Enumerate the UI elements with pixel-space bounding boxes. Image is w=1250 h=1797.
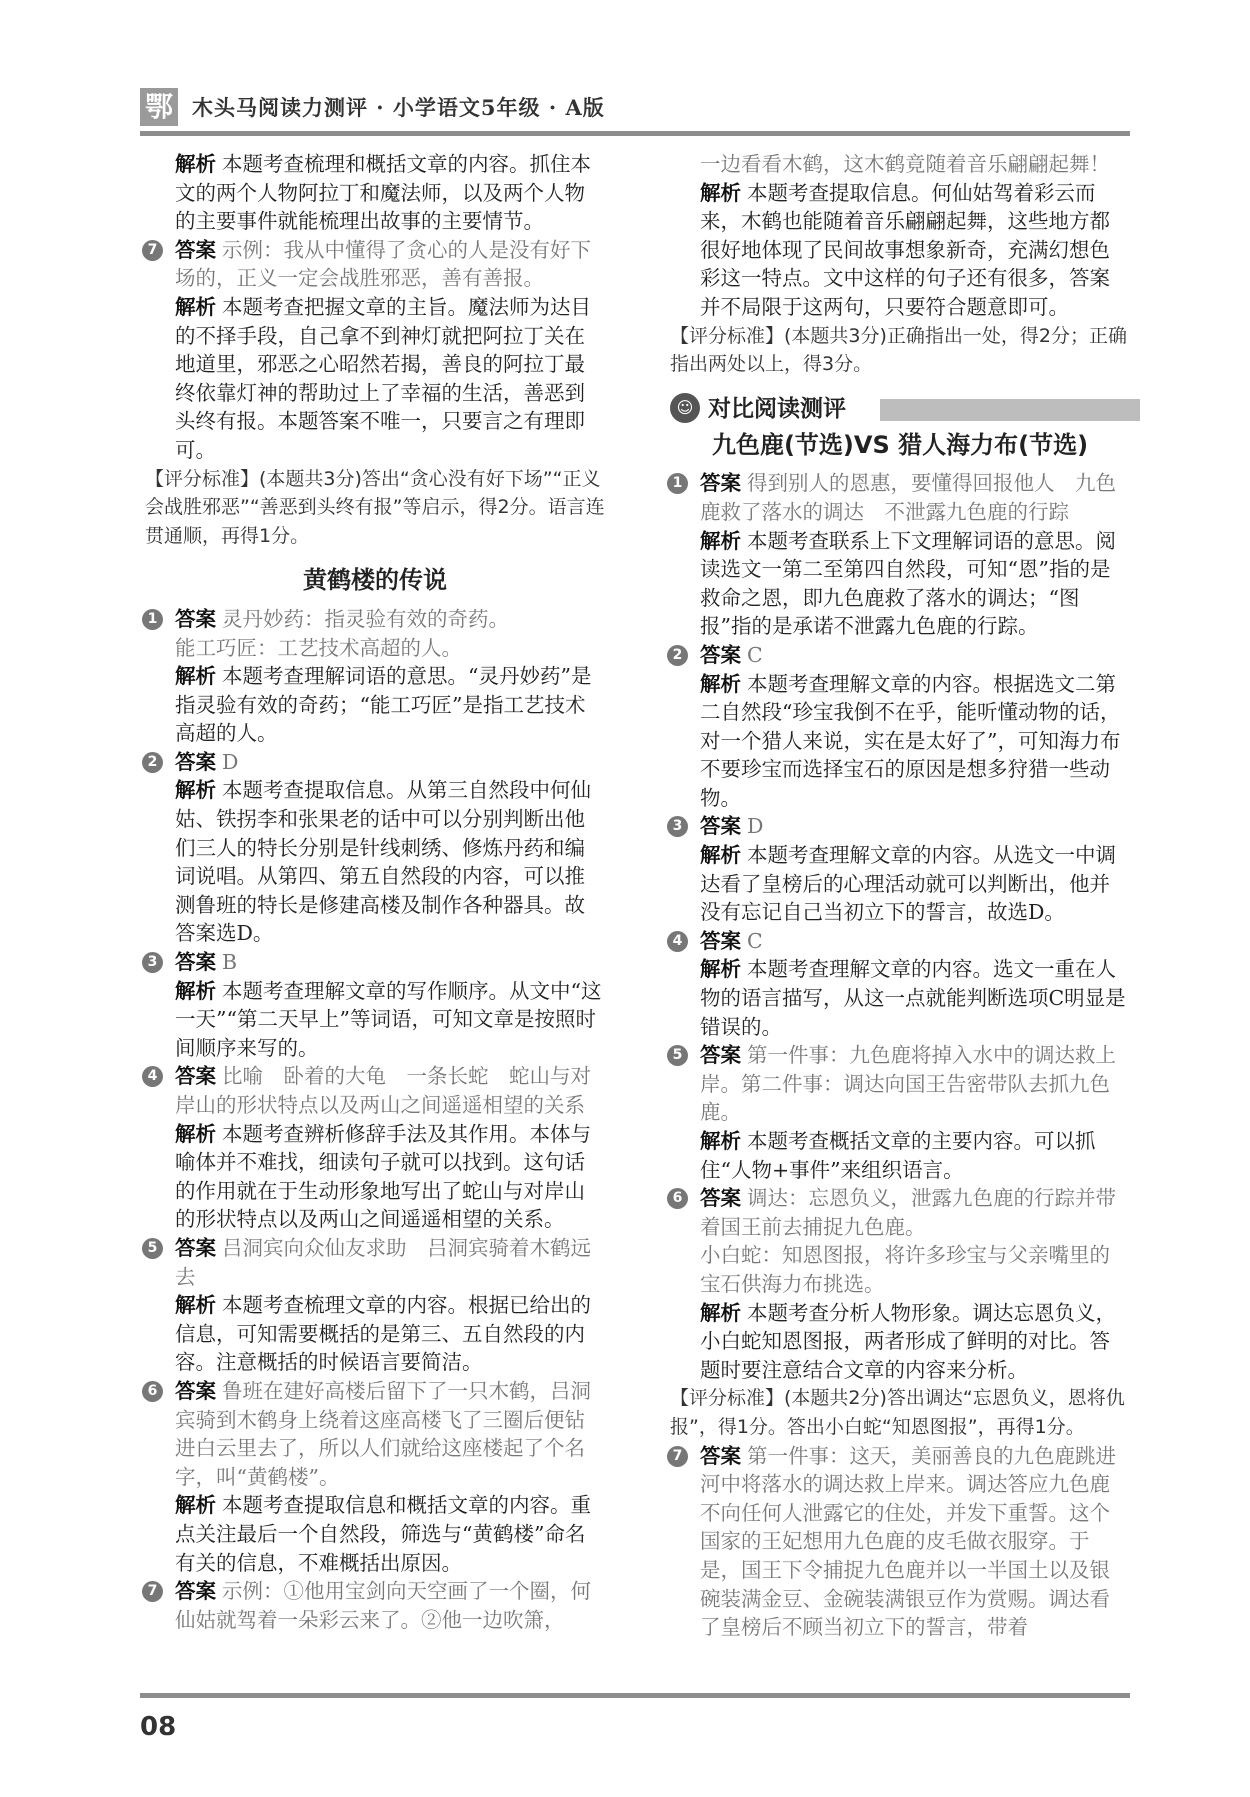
question-item: [670, 927, 1130, 1041]
answer-text: C: [747, 642, 763, 667]
footer-rule: [140, 1693, 1130, 1698]
right-question-list: [670, 469, 1130, 1641]
question-item: [145, 1377, 605, 1577]
analysis-label: 解析: [175, 294, 216, 319]
question-number: 3: [142, 952, 163, 973]
question-number: 1: [142, 609, 163, 630]
question-number: 7: [667, 1446, 688, 1467]
analysis-label: 解析: [700, 843, 741, 868]
analysis-label: 解析: [175, 778, 216, 803]
analysis-text: 本题考查分析人物形象。调达忘恩负义，小白蛇知恩图报，两者形成了鲜明的对比。答题时要注意结合文章的内容来分析。: [700, 1300, 1116, 1382]
analysis-text: 本题考查梳理和概括文章的内容。抓住本文的两个人物阿拉丁和魔法师，以及两个人物的主要事件就能梳理出故事的主要情节。: [175, 152, 591, 234]
question-item: [670, 1041, 1130, 1184]
continued-answer: [670, 150, 1130, 322]
question-number: 3: [667, 816, 688, 837]
answer-label: 答案: [700, 928, 741, 953]
answer-text: 第一件事：九色鹿将掉入水中的调达救上岸。第二件事：调达向国王告密带队去抓九色鹿。: [700, 1043, 1116, 1125]
analysis-text: 本题考查概括文章的主要内容。可以抓住“人物+事件”来组织语言。: [700, 1129, 1096, 1182]
answer-label: 答案: [175, 237, 216, 262]
answer-continued-text: 一边看看木鹤，这木鹤竟随着音乐翩翩起舞！: [700, 152, 1110, 176]
answer-text: 灵丹妙药：指灵验有效的奇药。 能工巧匠：工艺技术高超的人。: [175, 606, 509, 660]
answer-text: D: [747, 814, 764, 839]
answer-text: 鲁班在建好高楼后留下了一只木鹤，吕洞宾骑到木鹤身上绕着这座高楼飞了三圈后便钻进白云里去了，所以人们就给这座楼起了个名字，叫“黄鹤楼”。: [175, 1378, 591, 1489]
answer-text: B: [222, 950, 238, 975]
question-item: [145, 1234, 605, 1377]
answer-label: 答案: [175, 1235, 216, 1260]
analysis-label: 解析: [700, 1129, 741, 1153]
question-number: 6: [142, 1381, 163, 1402]
right-column: [670, 150, 1130, 1642]
section-banner: [670, 393, 1130, 427]
answer-label: 答案: [175, 1378, 216, 1403]
province-logo: 鄂: [140, 88, 178, 126]
answer-text: 第一件事：这天，美丽善良的九色鹿跳进河中将落水的调达救上岸来。调达答应九色鹿不向任何人泄露它的住处，并发下重誓。这个国家的王妃想用九色鹿的皮毛做衣服穿。于是，国王下令捕捉九色鹿并以一半国土以及银碗装满金豆、金碗装满银豆作为赏赐。调达看了皇榜后不顾当初立下的誓言，带着: [700, 1443, 1116, 1640]
analysis-text: 本题考查理解词语的意思。“灵丹妙药”是指灵验有效的奇药；“能工巧匠”是指工艺技术高超的人。: [175, 664, 592, 746]
answer-label: 答案: [175, 1064, 216, 1089]
reading-mascot-icon: ☺: [670, 393, 700, 423]
analysis-text: 本题考查梳理文章的内容。根据已给出的信息，可知需要概括的是第三、五自然段的内容。注意概括的时候语言要简洁。: [175, 1293, 591, 1375]
question-item: [145, 948, 605, 1062]
question-number: 6: [667, 1188, 688, 1209]
answer-text: 得到别人的恩惠，要懂得回报他人 九色鹿救了落水的调达 不泄露九色鹿的行踪: [700, 471, 1116, 524]
question-item: [670, 641, 1130, 813]
analysis-label: 解析: [175, 1293, 216, 1318]
analysis-label: 解析: [700, 180, 741, 205]
page-header: [140, 88, 1130, 128]
analysis-block: [145, 150, 605, 236]
answer-label: 答案: [700, 471, 741, 496]
answer-label: 答案: [700, 642, 741, 667]
answer-text: 比喻 卧着的大龟 一条长蛇 蛇山与对岸山的形状特点以及两山之间遥遥相望的关系: [175, 1064, 591, 1117]
answer-text: 吕洞宾向众仙友求助 吕洞宾骑着木鹤远去: [175, 1235, 591, 1289]
analysis-text: 本题考查提取信息。从第三自然段中何仙姑、铁拐李和张果老的话中可以分别判断出他们三人的特长分别是针线刺绣、修炼丹药和编词说唱。从第四、第五自然段的内容，可以推测鲁班的特长是修建高楼及制作各种器具。故答案选D。: [175, 778, 591, 946]
analysis-label: 解析: [175, 664, 216, 689]
question-number: 4: [667, 931, 688, 952]
scoring-standard: 【评分标准】(本题共3分)答出“贪心没有好下场”“正义会战胜邪恶”“善恶到头终有报”等启示，得2分。语言连贯通顺，再得1分。: [145, 467, 605, 547]
answer-label: 答案: [175, 950, 216, 975]
answer-label: 答案: [175, 749, 216, 774]
question-item: [145, 1062, 605, 1234]
answer-label: 答案: [700, 1443, 741, 1468]
section-label: 对比阅读测评: [708, 395, 846, 422]
answer-text: 示例：我从中懂得了贪心的人是没有好下场的，正义一定会战胜邪恶，善有善报。: [175, 237, 591, 291]
page-number: 08: [140, 1712, 177, 1742]
analysis-text: 本题考查联系上下文理解词语的意思。阅读选文一第二至第四自然段，可知“恩”指的是救命之恩，即九色鹿救了落水的调达；“图报”指的是承诺不泄露九色鹿的行踪。: [700, 528, 1116, 639]
analysis-text: 本题考查提取信息。何仙姑驾着彩云而来，木鹤也能随着音乐翩翩起舞，这些地方都很好地体现了民间故事想象新奇，充满幻想色彩这一特点。文中这样的句子还有很多，答案并不局限于这两句，只要符合题意即可。: [700, 180, 1110, 319]
analysis-label: 解析: [700, 528, 741, 553]
section-title: 黄鹤楼的传说: [303, 566, 447, 595]
question-number: 5: [667, 1045, 688, 1066]
question-number: 2: [142, 752, 163, 773]
question-number: 1: [667, 473, 688, 494]
analysis-text: 本题考查提取信息和概括文章的内容。重点关注最后一个自然段，筛选与“黄鹤楼”命名有关的信息，不难概括出原因。: [175, 1493, 591, 1575]
analysis-label: 解析: [175, 978, 216, 1003]
question-item: [670, 1442, 1130, 1642]
question-number: 2: [667, 645, 688, 666]
question-number: 7: [142, 240, 163, 261]
section-bar: [880, 399, 1140, 421]
analysis-text: 本题考查理解文章的内容。选文一重在人物的语言描写，从这一点就能判断选项C明显是错误的。: [700, 957, 1126, 1039]
question-item: [670, 1184, 1130, 1384]
analysis-label: 解析: [175, 152, 216, 176]
analysis-text: 本题考查把握文章的主旨。魔法师为达目的不择手段，自己拿不到神灯就把阿拉丁关在地道里，邪恶之心昭然若揭，善良的阿拉丁最终依靠灯神的帮助过上了幸福的生活，善恶到头终有报。本题答案不唯一，只要言之有理即可。: [175, 294, 591, 462]
question-item: [145, 748, 605, 948]
answer-label: 答案: [175, 606, 216, 631]
analysis-text: 本题考查理解文章的写作顺序。从文中“这一天”“第二天早上”等词语，可知文章是按照时间顺序来写的。: [175, 978, 602, 1060]
analysis-label: 解析: [700, 1300, 741, 1325]
answer-text: 调达：忘恩负义，泄露九色鹿的行踪并带着国王前去捕捉九色鹿。 小白蛇：知恩图报，将许多珍宝与父亲嘴里的宝石供海力布挑选。: [700, 1186, 1116, 1296]
scoring-standard: 【评分标准】(本题共3分)正确指出一处，得2分；正确指出两处以上，得3分。: [670, 324, 1128, 376]
analysis-label: 解析: [175, 1121, 216, 1146]
question-item: [670, 469, 1130, 641]
analysis-label: 解析: [700, 671, 741, 696]
left-column: [145, 150, 605, 1634]
answer-label: 答案: [700, 1043, 741, 1068]
question-number: 4: [142, 1066, 163, 1087]
question-item: [670, 812, 1130, 926]
question-number: 5: [142, 1238, 163, 1259]
section-title: 九色鹿(节选)VS 猎人海力布(节选): [711, 430, 1089, 459]
header-rule: [140, 131, 1130, 136]
analysis-text: 本题考查理解文章的内容。从选文一中调达看了皇榜后的心理活动就可以判断出，他并没有忘记自己当初立下的誓言，故选D。: [700, 843, 1116, 925]
answer-text: D: [222, 749, 239, 774]
answer-text: C: [747, 928, 763, 953]
analysis-label: 解析: [175, 1493, 216, 1518]
question-item: [145, 236, 605, 465]
left-question-list: [145, 605, 605, 1634]
analysis-text: 本题考查理解文章的内容。根据选文二第二自然段“珍宝我倒不在乎，能听懂动物的话，对一个猎人来说，实在是太好了”，可知海力布不要珍宝而选择宝石的原因是想多狩猎一些动物。: [700, 671, 1121, 810]
answer-label: 答案: [700, 814, 741, 839]
analysis-label: 解析: [700, 957, 741, 982]
scoring-standard: 【评分标准】(本题共2分)答出调达“忘恩负义，恩将仇报”，得1分。答出小白蛇“知恩图报”，再得1分。: [670, 1387, 1125, 1438]
book-title: 木头马阅读力测评 · 小学语文5年级 · A版: [192, 95, 605, 120]
answer-label: 答案: [700, 1186, 741, 1211]
question-item: [145, 605, 605, 748]
answer-label: 答案: [175, 1579, 216, 1604]
question-item: [145, 1577, 605, 1634]
analysis-text: 本题考查辨析修辞手法及其作用。本体与喻体并不难找，细读句子就可以找到。这句话的作用就在于生动形象地写出了蛇山与对岸山的形状特点以及两山之间遥遥相望的关系。: [175, 1121, 591, 1232]
answer-text: 示例：①他用宝剑向天空画了一个圈，何仙姑就驾着一朵彩云来了。②他一边吹箫，: [175, 1579, 591, 1632]
question-number: 7: [142, 1581, 163, 1602]
